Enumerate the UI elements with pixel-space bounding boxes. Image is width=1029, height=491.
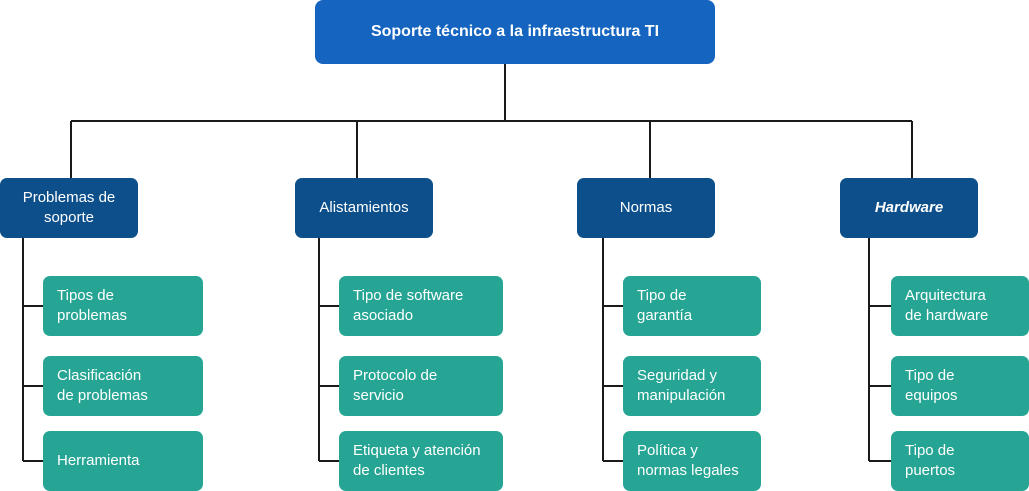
category-label: Alistamientos <box>319 199 409 216</box>
category-label: Hardware <box>874 199 944 216</box>
item-tipo-de-software-asociado <box>339 276 503 336</box>
item-clasificacion-de-problemas <box>43 356 203 416</box>
item-tipo-de-equipos <box>891 356 1029 416</box>
item-label: Etiqueta y atención de clientes <box>353 442 481 479</box>
item-arquitectura-de-hardware <box>891 276 1029 336</box>
item-herramienta <box>43 431 203 491</box>
item-politica-y-normas-legales <box>623 431 761 491</box>
item-label: Protocolo de servicio <box>353 367 438 404</box>
category-problemas-de-soporte <box>0 178 138 238</box>
item-label: Seguridad y manipulación <box>637 367 726 404</box>
item-label: Tipo de equipos <box>905 367 958 404</box>
category-label: Normas <box>619 199 673 216</box>
category-hardware <box>840 178 978 238</box>
item-label: Tipo de puertos <box>905 442 956 479</box>
item-label: Herramienta <box>57 452 140 469</box>
item-tipo-de-puertos <box>891 431 1029 491</box>
root-node <box>315 0 715 64</box>
item-protocolo-de-servicio <box>339 356 503 416</box>
category-label: Problemas de soporte <box>22 189 116 226</box>
item-tipo-de-garantia <box>623 276 761 336</box>
item-label: Clasificación de problemas <box>57 367 148 404</box>
item-etiqueta-y-atencion-de-clientes <box>339 431 503 491</box>
item-label: Tipo de garantía <box>637 287 693 324</box>
item-tipos-de-problemas <box>43 276 203 336</box>
category-normas <box>577 178 715 238</box>
category-alistamientos <box>295 178 433 238</box>
item-label: Arquitectura de hardware <box>905 287 989 324</box>
item-label: Tipos de problemas <box>57 287 128 324</box>
item-label: Política y normas legales <box>637 442 739 479</box>
item-label: Tipo de software asociado <box>353 287 464 324</box>
item-seguridad-y-manipulacion <box>623 356 761 416</box>
root-node-label: Soporte técnico a la infraestructura TI <box>370 23 660 40</box>
